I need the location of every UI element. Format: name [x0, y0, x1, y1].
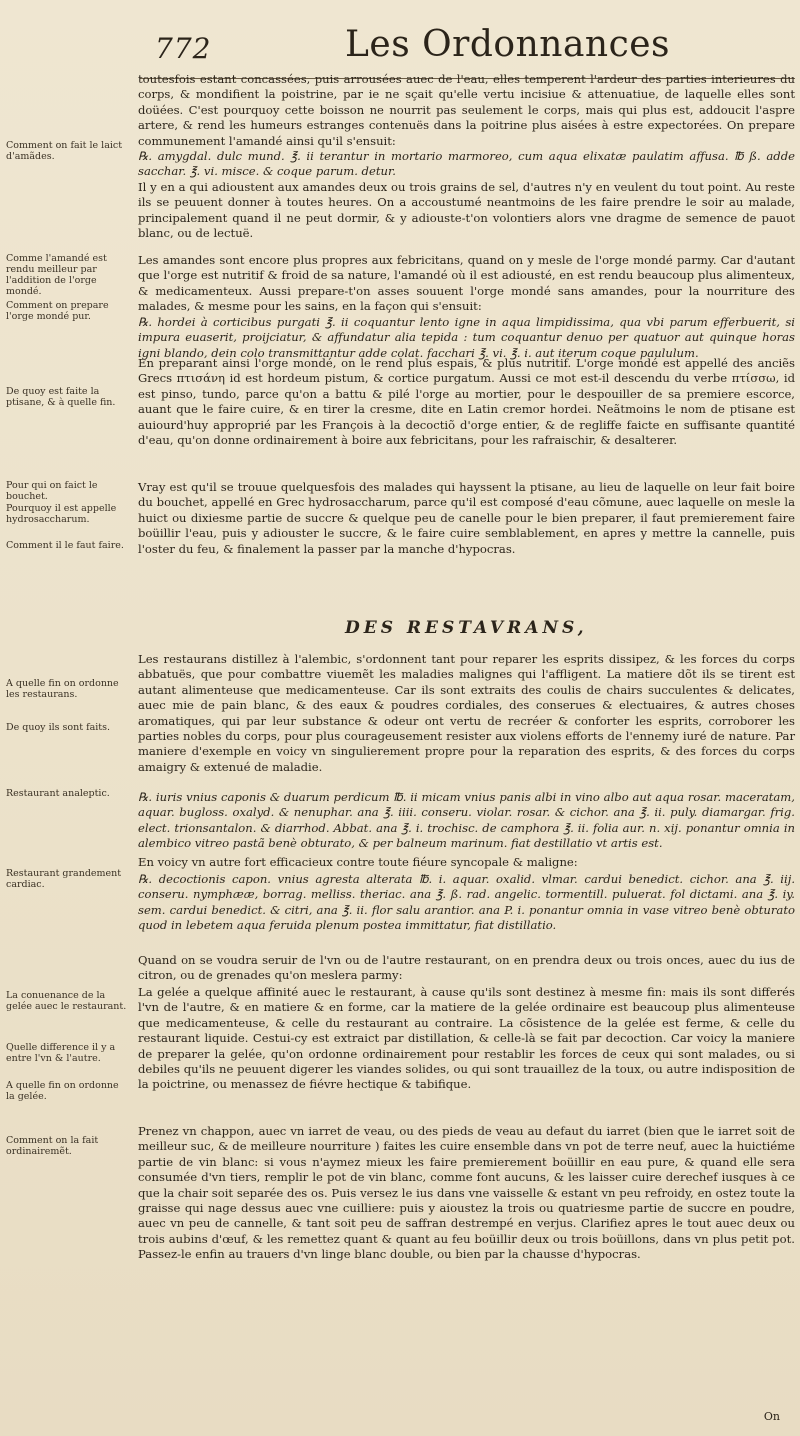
- body-paragraph: En voicy vn autre fort efficacieux contre toute fiéure syncopale & maligne:: [138, 855, 578, 869]
- margin-note: La conuenance de la gelée auec le restaurant.: [6, 990, 127, 1012]
- margin-note: Pour qui on faict le bouchet.: [6, 480, 98, 502]
- body-paragraph: Prenez vn chappon, auec vn iarret de veau, ou des pieds de veau au defaut du iarret (bien que le iarret soit de meilleur suc, & de meilleure nourriture ) faites les cuire ensemble dans vn pot de terre neuf, auec la huictiéme partie de vin blanc: si vous n'aymez mieux les faire premierement boüillir en eau pure, & quand elle sera consumée d'vn tiers, remplir le pot de vin blanc, comme font aucuns, & les laisser cuire derechef iusques à ce que la chair soit separée des os. Puis versez le ius dans vne vaisselle & estant vn peu refroidy, en ostez toute la graisse qui nage dessus auec vne cuilliere: puis y aioustez la trois ou quatriesme partie de succre en poudre, auec vn peu de cannelle, & tant soit peu de saffran destrempé en verjus. Clarifiez apres le tout auec deux ou trois aubins d'œuf, & les remettez quant & quant au feu boüillir deux ou trois boüillons, dans vn plus petit pot. Passez-le enfin au trauers d'vn linge blanc double, ou bien par la chausse d'hypocras.: [138, 1124, 795, 1262]
- page-number: 772: [155, 32, 212, 65]
- page-header: [0, 18, 800, 68]
- recipe-paragraph: ℞. iuris vnius caponis & duarum perdicum ℔. ii micam vnius panis albi in vino albo aut aqua rosar. maceratam, aquar. bugloss. oxalyd. & nenuphar. ana ℥. iiii. conseru. violar. rosar. & cichor. ana ℥. ii. puly. diamargar. frig. elect. trionsantalon. & diarrhod. Abbat. ana ℥. i. trochisc. de camphora ℥. ii. folia aur. n. xij. ponantur omnia in alembico vitreo pastã benè obturato, & per balneum marinum. fiat destillatio vt artis est.: [138, 790, 795, 851]
- body-paragraph: Vray est qu'il se trouue quelquesfois des malades qui hayssent la ptisane, au lieu de laquelle on leur fait boire du bouchet, appellé en Grec hydrosaccharum, parce qu'il est composé d'eau cõmune, auec laquelle on mesle la huict ou dixiesme partie de succre & quelque peu de canelle pour le bien preparer, il faut premierement faire boüillir l'eau, puis y adiouster le succre, & le faire cuire semblablement, en apres y mettre la cannelle, puis l'oster du feu, & finalement la passer par la manche d'hypocras.: [138, 480, 795, 556]
- margin-note: Comment il le faut faire.: [6, 540, 124, 551]
- body-paragraph: La gelée a quelque affinité auec le restaurant, à cause qu'ils sont destinez à mesme fin: mais ils sont differés l'vn de l'autre, & en matiere & en forme, car la matiere de la gelée ordinaire est beaucoup plus alimenteuse que medicamenteuse, & celle du restaurant au contraire. La cõsistence de la gelée est ferme, & celle du restaurant liquide. Cestui-cy est extraict par distillation, & celle-là se fait par decoction. Car voicy la maniere de preparer la gelée, qu'on ordonne ordinairement pour restablir les forces de ceux qui sont malades, ou si debiles qu'ils ne peuuent digerer les viandes solides, ou qui sont trauaillez de la toux, ou autre indisposition de la poictrine, ou menassez de fiévre hectique & tabifique.: [138, 985, 795, 1092]
- margin-note: Restaurant grandement cardiac.: [6, 868, 122, 890]
- section-title: DES RESTAVRANS,: [345, 618, 588, 638]
- body-paragraph: toutesfois estant concassées, puis arrousées auec de l'eau, elles temperent l'ardeur des parties interieures du corps, & mondifient la poistrine, par ie ne sçait qu'elle vertu incisiue & attenuatiue, de laquelle elles sont doüées. C'est pourquoy cette boisson ne nourrit pas seulement le corps, mais qui plus est, addoucit l'aspre artere, & rend les humeurs estranges contenuës dans la poitrine plus aisées à estre expectorées. On prepare communement l'amandé ainsi qu'il s'ensuit:: [138, 72, 795, 148]
- margin-note: A quelle fin on ordonne les restaurans.: [6, 678, 119, 700]
- margin-note: De quoy est faite la ptisane, & à quelle fin.: [6, 386, 116, 408]
- recipe-paragraph: ℞. decoctionis capon. vnius agresta alterata ℔. i. aquar. oxalid. vlmar. cardui benedict. cichor. ana ℥. iij. conseru. nymphææ, borrag. melliss. theriac. ana ℥. ß. rad. angelic. tormentill. puluerat. fol dictami. ana ℥. iy. sem. cardui benedict. & citri, ana ℥. ii. flor salu arantior. ana P. i. ponantur omnia in vase vitreo benè obturato quod in lebetem aqua feruida plenum postea immittatur, fiat distillatio.: [138, 872, 795, 933]
- margin-note: A quelle fin on ordonne la gelée.: [6, 1080, 119, 1102]
- margin-note: Pourquoy il est appelle hydrosaccharum.: [6, 503, 117, 525]
- margin-note: Comme l'amandé est rendu meilleur par l'addition de l'orge mondé.: [6, 253, 107, 297]
- margin-note: De quoy ils sont faits.: [6, 722, 111, 733]
- recipe-paragraph: ℞. hordei à corticibus purgati ℥. ii coquantur lento igne in aqua limpidissima, qua vbi parum efferbuerit, si impura euaserit, proijciatur, & affundatur alia tepida : tum coquantur denuo per quatuor aut quinque horas igni blando, dein colo transmittantur adde colat. facchari ℥. vi. ℥. i. aut iterum coque paululum.: [138, 315, 795, 360]
- recipe-paragraph: ℞. amygdal. dulc mund. ℥. ii terantur in mortario marmoreo, cum aqua elixatæ paulatim affusa. ℔ ß. addе sacchar. ℥. vi. misce. & coque parum. detur.: [138, 149, 795, 179]
- margin-note: Quelle difference il y a entre l'vn & l'autre.: [6, 1042, 116, 1064]
- margin-note: Comment on la fait ordinairemẽt.: [6, 1135, 99, 1157]
- body-paragraph: Quand on se voudra seruir de l'vn ou de l'autre restaurant, on en prendra deux ou trois onces, auec du ius de citron, ou de grenades qu'on meslera parmy:: [138, 953, 795, 983]
- margin-note: Comment on prepare l'orge mondé pur.: [6, 300, 109, 322]
- body-paragraph: Il y en a qui adioustent aux amandes deux ou trois grains de sel, d'autres n'y en veulent du tout point. Au reste ils se peuuent donner à toutes heures. On a accoustumé neantmoins de les faire prendre le soir au malade, principalement quand il ne peut dormir, & y adiouste-t'on volontiers alors vne dragme de semence de pauot blanc, ou de lectuë.: [138, 180, 795, 241]
- body-paragraph: Les amandes sont encore plus propres aux febricitans, quand on y mesle de l'orge mondé parmy. Car d'autant que l'orge est nutritif & froid de sa nature, l'amandé où il est adiousté, en est rendu beaucoup plus alimenteux, & medicamenteux. Aussi prepare-t'on asses souuent l'orge mondé sans amandes, pour la nourriture des malades, & mesme pour les sains, en la façon qui s'ensuit:: [138, 253, 795, 314]
- catchword: On: [763, 1410, 780, 1423]
- margin-note: Restaurant analeptic.: [6, 788, 110, 799]
- running-title: Les Ordonnances: [345, 24, 671, 65]
- margin-note: Comment on fait le laict d'amãdes.: [6, 140, 123, 162]
- body-paragraph: En preparant ainsi l'orge mondé, on le rend plus espais, & plus nutritif. L'orge mondé est appellé des anciẽs Grecs πτισάνη id est hordeum pistum, & cortice purgatum. Aussi ce mot est-il descendu du verbe πτίσσω, id est pinso, tundo, parce qu'on a battu & pilé l'orge au mortier, pour le despouiller de sa premiere escorce, auant que le faire cuire, & en tirer la cresme, dite en Latin cremor hordei. Neãtmoins le nom de ptisane est auiourd'huy approprié par les François à la decoctiõ d'orge entier, & de regliffe faicte en suffisante quantité d'eau, qu'on donne ordinairement à boire aux febricitans, pour les rafraischir, & desalterer.: [138, 356, 795, 448]
- body-paragraph: Les restaurans distillez à l'alembic, s'ordonnent tant pour reparer les esprits dissipez, & les forces du corps abbatuës, que pour combattre viuemẽt les maladies malignes qui l'affligent. La matiere dõt ils se tirent est autant alimenteuse que medicamenteuse. Car ils sont extraits des coulis de chairs succulentes & delicates, auec mie de pain blanc, & des eaux & poudres cordiales, des conserues & electuaires, & autres choses aromatiques, qui par leur substance & odeur ont vertu de recréer & conforter les esprits, corroborer les parties nobles du corps, pour plus courageusement resister aux violens efforts de l'ennemy iuré de nature. Par maniere d'exemple en voicy vn singulierement propre pour la reparation des esprits, & des forces du corps amaigry & extenué de maladie.: [138, 652, 795, 774]
